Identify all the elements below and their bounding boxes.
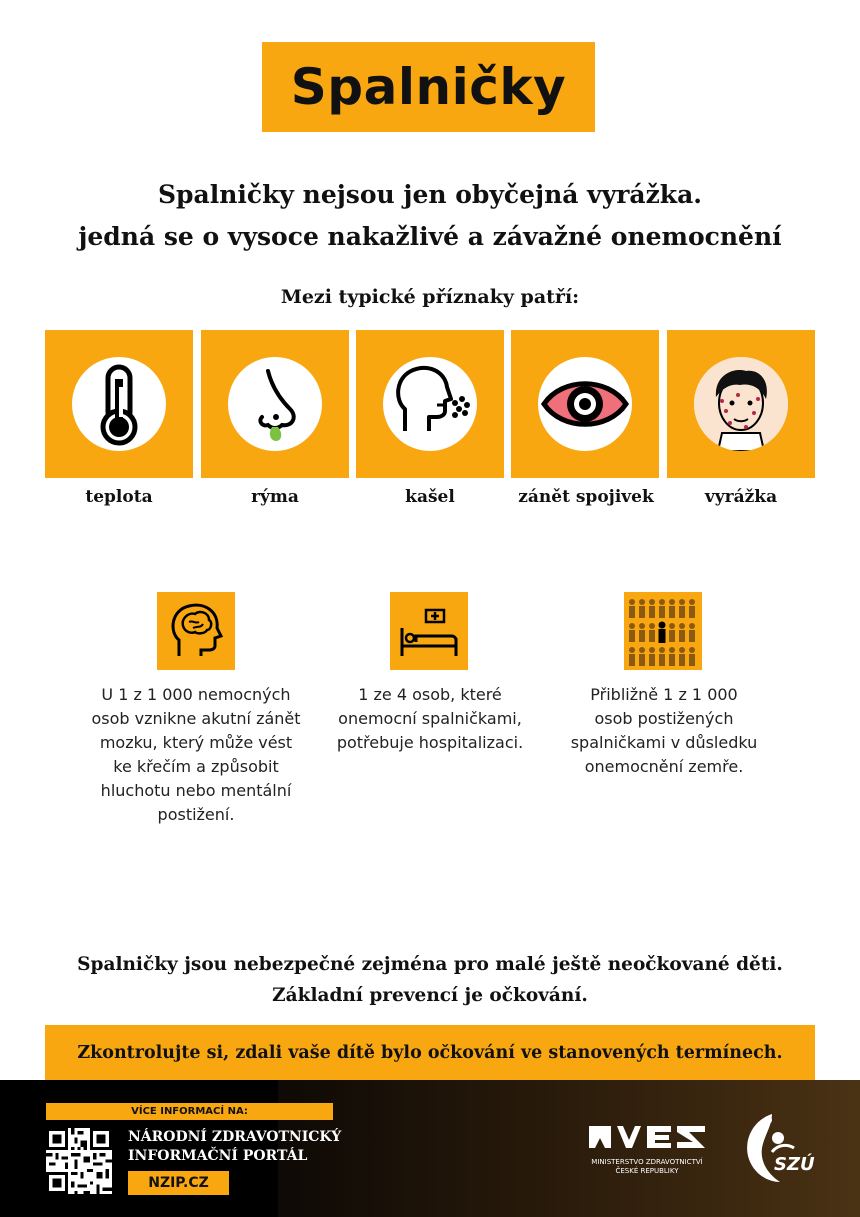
title-box — [262, 42, 595, 132]
szu-logo — [738, 1108, 818, 1186]
crowd-icon-tile — [624, 592, 702, 670]
red-eye-icon — [538, 357, 632, 451]
rash-face-icon — [694, 357, 788, 451]
symptom-tile-conjunctivitis — [511, 330, 659, 478]
more-info-label: VÍCE INFORMACÍ NA: — [46, 1103, 333, 1120]
ministry-name-line-1: MINISTERSTVO ZDRAVOTNICTVÍ — [591, 1158, 703, 1166]
symptoms-intro: Mezi typické příznaky patří: — [280, 286, 580, 308]
check-vaccination-banner — [45, 1025, 815, 1080]
hospital-bed-icon-tile — [390, 592, 468, 670]
symptom-label-runny-nose: rýma — [251, 487, 299, 507]
portal-name: NÁRODNÍ ZDRAVOTNICKÝ INFORMAČNÍ PORTÁL — [128, 1129, 342, 1164]
headline-line-1: Spalničky nejsou jen obyčejná vyrážka. — [157, 180, 703, 209]
ministry-name-line-2: ČESKÉ REPUBLIKY — [615, 1167, 679, 1175]
check-vaccination-text: Zkontrolujte si, zdali vaše dítě bylo očkování ve stanovených termínech. — [77, 1042, 783, 1063]
szu-label: SZÚ — [774, 1154, 815, 1175]
symptom-label-fever: teplota — [85, 487, 153, 507]
symptom-tile-fever — [45, 330, 193, 478]
headline-line-2: jedná se o vysoce nakažlivé a závažné onemocnění — [78, 222, 782, 251]
symptom-label-rash: vyrážka — [704, 487, 778, 507]
page-title: Spalničky — [290, 58, 567, 116]
symptom-label-cough: kašel — [405, 487, 455, 507]
stat-text-brain: U 1 z 1 000 nemocných osob vznikne akutní zánět mozku, který může vést ke křečím a způsobit hluchotu nebo mentální postižení. — [91, 685, 301, 824]
crowd-icon — [624, 592, 702, 670]
szu-logo-icon — [738, 1108, 818, 1186]
warning-line-2: Základní prevencí je očkování. — [272, 985, 588, 1006]
nzip-link[interactable]: NZIP.CZ — [128, 1171, 229, 1195]
qr-code-icon[interactable] — [46, 1128, 112, 1194]
brain-icon-tile — [157, 592, 235, 670]
warning-line-1: Spalničky jsou nebezpečné zejména pro malé ještě neočkované děti. — [77, 954, 783, 975]
thermometer-icon — [72, 357, 166, 451]
footer — [0, 1080, 860, 1217]
stat-text-hospital: 1 ze 4 osob, které onemocní spalničkami, potřebuje hospitalizaci. — [336, 685, 524, 752]
runny-nose-icon — [228, 357, 322, 451]
cough-icon — [383, 357, 477, 451]
ministry-logo-icon — [589, 1124, 705, 1150]
symptom-tile-rash — [667, 330, 815, 478]
brain-icon — [157, 592, 235, 670]
symptom-tile-cough — [356, 330, 504, 478]
symptom-tile-runny-nose — [201, 330, 349, 478]
hospital-bed-icon — [390, 592, 468, 670]
symptom-label-conjunctivitis: zánět spojivek — [518, 487, 654, 507]
stat-text-death: Přibližně 1 z 1 000 osob postižených spalničkami v důsledku onemocnění zemře. — [570, 685, 758, 776]
ministry-logo — [588, 1124, 706, 1176]
